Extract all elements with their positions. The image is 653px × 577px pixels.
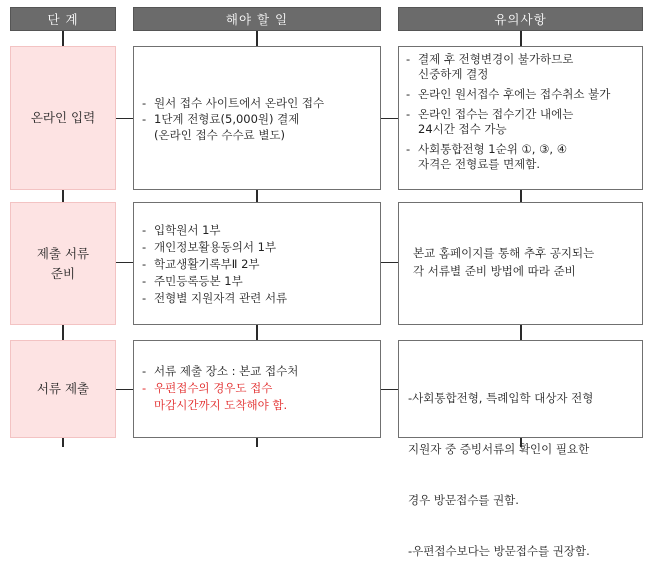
connector [62, 31, 64, 46]
step-label: 제출 서류 [36, 245, 90, 261]
list-item: - 개인정보활용동의서 1부 [142, 239, 380, 256]
step-document-submission [10, 340, 116, 438]
list-item: - 원서 접수 사이트에서 온라인 접수 [142, 95, 380, 111]
list-item: - 전형별 지원자격 관련 서류 [142, 290, 380, 307]
row-connector [116, 389, 133, 390]
note-text: 본교 홈페이지를 통해 추후 공지되는 [413, 246, 595, 260]
list-item: - 서류 제출 장소 : 본교 접수처 [142, 363, 380, 380]
header-todo-label: 해야 할 일 [225, 12, 289, 27]
step-online-input [10, 46, 116, 190]
todo-box-submission [133, 340, 381, 438]
connector [256, 190, 258, 202]
connector [256, 31, 258, 46]
list-item: - 1단계 전형료(5,000원) 결제 (온라인 접수 수수료 별도) [142, 111, 380, 143]
step-label: 온라인 입력 [30, 110, 96, 125]
connector [62, 190, 64, 202]
header-notes [398, 7, 643, 31]
list-item: - 주민등록등본 1부 [142, 273, 380, 290]
list-item: - 학교생활기록부Ⅱ 2부 [142, 256, 380, 273]
row-connector [381, 389, 398, 390]
header-step-label: 단 계 [47, 12, 79, 27]
note-text: 지원자 중 증빙서류의 확인이 필요한 [408, 442, 590, 456]
note-text: -우편접수보다는 방문접수를 권장함. [408, 544, 590, 558]
todo-box-documents [133, 202, 381, 325]
connector [256, 325, 258, 340]
list-item: - 온라인 원서접수 후에는 접수취소 불가 [406, 87, 642, 102]
todo-box-online [133, 46, 381, 190]
header-notes-label: 유의사항 [494, 12, 547, 27]
connector [62, 325, 64, 340]
note-text: 각 서류별 준비 방법에 따라 준비 [413, 264, 576, 278]
row-connector [116, 262, 133, 263]
connector [520, 31, 522, 46]
step-document-preparation [10, 202, 116, 325]
list-item-warning: - 우편접수의 경우도 접수 마감시간까지 도착해야 함. [142, 380, 380, 414]
step-label: 서류 제출 [36, 381, 90, 396]
list-item: - 입학원서 1부 [142, 222, 380, 239]
notes-box-submission [398, 340, 643, 558]
row-connector [381, 262, 398, 263]
list-item: - 결제 후 전형변경이 불가하므로 신중하게 결정 [406, 52, 642, 82]
header-step [10, 7, 116, 31]
row-connector [381, 118, 398, 119]
row-connector [116, 118, 133, 119]
note-text: -사회통합전형, 특례입학 대상자 전형 [408, 391, 594, 405]
notes-box-documents [398, 202, 643, 325]
connector [256, 438, 258, 447]
connector [520, 325, 522, 340]
note-text: 경우 방문접수를 권함. [408, 493, 519, 507]
list-item: - 사회통합전형 1순위 ①, ③, ④ 자격은 전형료를 면제함. [406, 142, 642, 172]
step-label: 준비 [50, 265, 76, 281]
list-item: - 온라인 접수는 접수기간 내에는 24시간 접수 가능 [406, 107, 642, 137]
connector [520, 190, 522, 202]
header-todo [133, 7, 381, 31]
connector [62, 438, 64, 447]
notes-box-online [398, 46, 643, 190]
